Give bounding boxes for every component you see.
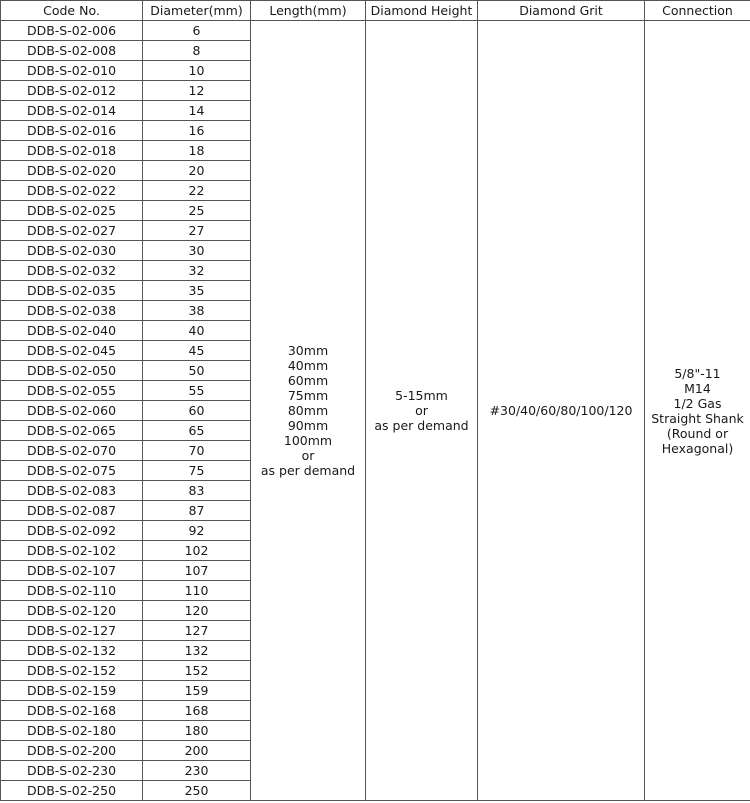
diameter-cell: 14 (143, 101, 251, 121)
code-cell: DDB-S-02-008 (1, 41, 143, 61)
diameter-cell: 83 (143, 481, 251, 501)
length-cell-line: 30mm (287, 343, 329, 358)
diameter-cell: 127 (143, 621, 251, 641)
length-cell-line: as per demand (260, 463, 356, 478)
diameter-cell: 92 (143, 521, 251, 541)
diamond-height-cell-line: or (415, 403, 428, 418)
code-cell: DDB-S-02-230 (1, 761, 143, 781)
diameter-cell: 6 (143, 21, 251, 41)
code-cell: DDB-S-02-022 (1, 181, 143, 201)
code-cell: DDB-S-02-027 (1, 221, 143, 241)
header-code-no: Code No. (1, 1, 143, 21)
length-cell-line: 80mm (287, 403, 329, 418)
code-cell: DDB-S-02-038 (1, 301, 143, 321)
diameter-cell: 25 (143, 201, 251, 221)
header-diameter: Diameter(mm) (143, 1, 251, 21)
diameter-cell: 87 (143, 501, 251, 521)
table-header (1, 1, 750, 21)
code-cell: DDB-S-02-127 (1, 621, 143, 641)
diameter-cell: 168 (143, 701, 251, 721)
length-cell-line: 75mm (287, 388, 329, 403)
diameter-cell: 10 (143, 61, 251, 81)
code-cell: DDB-S-02-180 (1, 721, 143, 741)
diamond-grit-cell-text: #30/40/60/80/100/120 (489, 403, 633, 418)
diameter-cell: 8 (143, 41, 251, 61)
connection-cell-line: M14 (684, 380, 711, 396)
diamond-height-cell-line: as per demand (374, 418, 469, 433)
code-cell: DDB-S-02-050 (1, 361, 143, 381)
diameter-cell: 20 (143, 161, 251, 181)
header-connection: Connection (645, 1, 750, 21)
diameter-cell: 30 (143, 241, 251, 261)
diamond-height-cell (366, 21, 478, 801)
code-cell: DDB-S-02-250 (1, 781, 143, 801)
code-cell: DDB-S-02-014 (1, 101, 143, 121)
code-cell: DDB-S-02-040 (1, 321, 143, 341)
diameter-cell: 38 (143, 301, 251, 321)
code-cell: DDB-S-02-045 (1, 341, 143, 361)
code-cell: DDB-S-02-075 (1, 461, 143, 481)
connection-cell-line: Straight Shank (651, 410, 744, 426)
code-cell: DDB-S-02-200 (1, 741, 143, 761)
diameter-cell: 110 (143, 581, 251, 601)
diameter-cell: 200 (143, 741, 251, 761)
diameter-cell: 152 (143, 661, 251, 681)
diameter-cell: 60 (143, 401, 251, 421)
code-cell: DDB-S-02-060 (1, 401, 143, 421)
diameter-cell: 230 (143, 761, 251, 781)
diameter-cell: 55 (143, 381, 251, 401)
header-length: Length(mm) (251, 1, 366, 21)
length-cell-line: 90mm (287, 418, 329, 433)
length-cell (251, 21, 366, 801)
code-cell: DDB-S-02-035 (1, 281, 143, 301)
length-cell-line: or (301, 448, 315, 463)
header-diamond-grit: Diamond Grit (478, 1, 645, 21)
diamond-grit-cell (478, 21, 645, 801)
code-cell: DDB-S-02-030 (1, 241, 143, 261)
code-cell: DDB-S-02-070 (1, 441, 143, 461)
code-cell: DDB-S-02-032 (1, 261, 143, 281)
diamond-height-cell-line: 5-15mm (395, 388, 448, 403)
code-cell: DDB-S-02-087 (1, 501, 143, 521)
code-cell: DDB-S-02-006 (1, 21, 143, 41)
connection-cell (645, 21, 750, 801)
diameter-cell: 12 (143, 81, 251, 101)
diameter-cell: 40 (143, 321, 251, 341)
length-cell-line: 100mm (283, 433, 333, 448)
diameter-cell: 22 (143, 181, 251, 201)
code-cell: DDB-S-02-110 (1, 581, 143, 601)
diameter-cell: 70 (143, 441, 251, 461)
code-cell: DDB-S-02-083 (1, 481, 143, 501)
code-cell: DDB-S-02-159 (1, 681, 143, 701)
diameter-cell: 18 (143, 141, 251, 161)
diameter-cell: 65 (143, 421, 251, 441)
diameter-cell: 32 (143, 261, 251, 281)
table-row (1, 21, 750, 41)
code-cell: DDB-S-02-010 (1, 61, 143, 81)
diameter-cell: 120 (143, 601, 251, 621)
code-cell: DDB-S-02-020 (1, 161, 143, 181)
code-cell: DDB-S-02-168 (1, 701, 143, 721)
code-cell: DDB-S-02-092 (1, 521, 143, 541)
code-cell: DDB-S-02-107 (1, 561, 143, 581)
diameter-cell: 45 (143, 341, 251, 361)
diameter-cell: 35 (143, 281, 251, 301)
length-cell-line: 40mm (287, 358, 329, 373)
diameter-cell: 132 (143, 641, 251, 661)
code-cell: DDB-S-02-012 (1, 81, 143, 101)
diameter-cell: 27 (143, 221, 251, 241)
code-cell: DDB-S-02-120 (1, 601, 143, 621)
header-diamond-height: Diamond Height (366, 1, 478, 21)
connection-cell-line: 5/8"-11 (674, 365, 721, 381)
code-cell: DDB-S-02-152 (1, 661, 143, 681)
code-cell: DDB-S-02-025 (1, 201, 143, 221)
connection-cell-line: 1/2 Gas (673, 395, 722, 411)
diameter-cell: 102 (143, 541, 251, 561)
diameter-cell: 159 (143, 681, 251, 701)
code-cell: DDB-S-02-055 (1, 381, 143, 401)
header-row (1, 1, 750, 21)
code-cell: DDB-S-02-065 (1, 421, 143, 441)
diameter-cell: 180 (143, 721, 251, 741)
code-cell: DDB-S-02-016 (1, 121, 143, 141)
code-cell: DDB-S-02-018 (1, 141, 143, 161)
code-cell: DDB-S-02-132 (1, 641, 143, 661)
diameter-cell: 50 (143, 361, 251, 381)
connection-cell-line: Hexagonal) (661, 440, 734, 456)
diameter-cell: 16 (143, 121, 251, 141)
code-cell: DDB-S-02-102 (1, 541, 143, 561)
table-body (1, 21, 750, 801)
length-cell-line: 60mm (287, 373, 329, 388)
diameter-cell: 107 (143, 561, 251, 581)
diameter-cell: 75 (143, 461, 251, 481)
connection-cell-line: (Round or (666, 425, 729, 441)
diameter-cell: 250 (143, 781, 251, 801)
